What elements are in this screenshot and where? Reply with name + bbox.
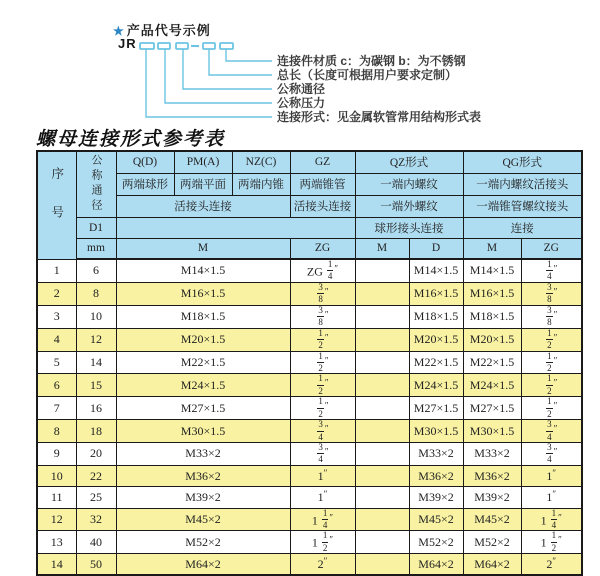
cell-seq: 12: [37, 508, 76, 531]
table-row: [37, 465, 582, 486]
cell-gz: $\frac{1}{2}$ ″: [290, 374, 355, 397]
header-sub-gz: 两端锥管: [290, 173, 355, 195]
header-sub-qz: 一端内螺纹: [355, 173, 463, 195]
table-row: [37, 374, 582, 397]
header-mm: mm: [76, 238, 116, 259]
cell-m: M36×2: [116, 465, 290, 486]
cell-qz-m: [355, 397, 409, 420]
header-qg-zg: ZG: [521, 238, 582, 259]
diagram-label-material: 连接件材质 c：为碳钢 b：为不锈钢: [277, 54, 466, 68]
diagram-label-diameter: 公称通径: [277, 82, 326, 96]
cell-qz-m: [355, 443, 409, 466]
connector-line-material: [226, 49, 272, 61]
header-row-1: [37, 151, 582, 173]
cell-dn: 6: [76, 259, 116, 282]
cell-qg-m: M22×1.5: [463, 351, 521, 374]
cell-qz-m: [355, 374, 409, 397]
cell-qg-zg: $\frac{3}{4}$ ″: [521, 420, 582, 443]
cell-qz-m: [355, 465, 409, 486]
nut-connection-table: [36, 150, 583, 576]
table-row: [37, 351, 582, 374]
cell-qz-d: M30×1.5: [409, 420, 463, 443]
cell-qg-m: M45×2: [463, 508, 521, 531]
cell-seq: 1: [37, 259, 76, 282]
header-union-qpmnz: 活接头连接: [116, 195, 290, 217]
header-connect-qg: 连接: [463, 217, 582, 238]
cell-m: M39×2: [116, 487, 290, 508]
header-col-qz: QZ形式: [355, 151, 463, 173]
table-row: [37, 508, 582, 531]
cell-qg-m: M20×1.5: [463, 328, 521, 351]
cell-seq: 9: [37, 443, 76, 466]
cell-qz-d: M27×1.5: [409, 397, 463, 420]
cell-seq: 2: [37, 282, 76, 305]
table-row: [37, 487, 582, 508]
cell-gz: $\frac{3}{4}$ ″: [290, 443, 355, 466]
cell-qg-m: M27×1.5: [463, 397, 521, 420]
cell-qz-d: M22×1.5: [409, 351, 463, 374]
cell-gz: 1″: [290, 465, 355, 486]
cell-qz-m: [355, 531, 409, 554]
cell-qg-zg: 1″: [521, 487, 582, 508]
header-col-qg: QG形式: [463, 151, 582, 173]
cell-gz: 1 $\frac{1}{2}$ ″: [290, 531, 355, 554]
cell-gz: ZG $\frac{1}{4}$ ″: [290, 259, 355, 282]
cell-m: M64×2: [116, 554, 290, 575]
cell-m: M27×1.5: [116, 397, 290, 420]
header-seq: 序号: [37, 151, 76, 259]
cell-m: M33×2: [116, 443, 290, 466]
cell-qz-d: M14×1.5: [409, 259, 463, 282]
cell-qz-d: M45×2: [409, 508, 463, 531]
cell-qz-m: [355, 351, 409, 374]
cell-seq: 6: [37, 374, 76, 397]
cell-qg-zg: $\frac{1}{4}$ ″: [521, 259, 582, 282]
cell-qg-zg: $\frac{3}{4}$ ″: [521, 443, 582, 466]
cell-dn: 22: [76, 465, 116, 486]
table-title: 螺母连接形式参考表: [36, 129, 226, 150]
header-ball-joint-qz: 球形接头连接: [355, 217, 463, 238]
header-qz-m: M: [355, 238, 409, 259]
diagram-title-text: 产品代号示例: [126, 23, 211, 38]
header-sub-nz: 两端内锥: [232, 173, 290, 195]
cell-qz-m: [355, 282, 409, 305]
cell-qg-zg: $\frac{1}{2}$ ″: [521, 328, 582, 351]
cell-qg-zg: $\frac{3}{8}$ ″: [521, 305, 582, 328]
cell-seq: 8: [37, 420, 76, 443]
cell-qg-zg: 2″: [521, 554, 582, 575]
diagram-label-length: 总长（长度可根据用户要求定制）: [277, 68, 458, 82]
cell-qz-m: [355, 508, 409, 531]
cell-seq: 13: [37, 531, 76, 554]
cell-gz: 1″: [290, 487, 355, 508]
header-row-3: [37, 195, 582, 217]
cell-m: M52×2: [116, 531, 290, 554]
cell-qz-d: M33×2: [409, 443, 463, 466]
table-row: [37, 397, 582, 420]
cell-dn: 18: [76, 420, 116, 443]
cell-gz: $\frac{1}{2}$ ″: [290, 328, 355, 351]
header-col-q: Q(D): [116, 151, 174, 173]
header-col-nz: NZ(C): [232, 151, 290, 173]
cell-qg-zg: $\frac{3}{8}$ ″: [521, 282, 582, 305]
code-box-5: [220, 43, 233, 49]
cell-m: M45×2: [116, 508, 290, 531]
table-row: [37, 554, 582, 575]
cell-m: M22×1.5: [116, 351, 290, 374]
header-union-gz: 活接头连接: [290, 195, 355, 217]
cell-dn: 8: [76, 282, 116, 305]
cell-seq: 3: [37, 305, 76, 328]
table-row: [37, 282, 582, 305]
cell-gz: $\frac{1}{2}$ ″: [290, 397, 355, 420]
cell-qz-m: [355, 259, 409, 282]
code-box-4: [203, 43, 215, 49]
cell-m: M14×1.5: [116, 259, 290, 282]
code-box-2: [158, 43, 170, 49]
table-row: [37, 328, 582, 351]
header-qg-m: M: [463, 238, 521, 259]
cell-qz-m: [355, 420, 409, 443]
star-icon: ★: [113, 24, 125, 38]
connector-line-length: [209, 49, 272, 75]
cell-m: M16×1.5: [116, 282, 290, 305]
cell-qz-m: [355, 328, 409, 351]
header-zg: ZG: [290, 238, 355, 259]
cell-qg-m: M33×2: [463, 443, 521, 466]
cell-seq: 5: [37, 351, 76, 374]
cell-dn: 15: [76, 374, 116, 397]
header-col-pm: PM(A): [174, 151, 232, 173]
cell-qg-m: M14×1.5: [463, 259, 521, 282]
cell-qg-zg: 1″: [521, 465, 582, 486]
header-dn: 公称通径: [76, 151, 116, 217]
cell-qg-zg: $\frac{1}{2}$ ″: [521, 397, 582, 420]
header-row-5: [37, 238, 582, 259]
header-sub-q: 两端球形: [116, 173, 174, 195]
cell-m: M20×1.5: [116, 328, 290, 351]
cell-qz-d: M36×2: [409, 465, 463, 486]
cell-qg-m: M30×1.5: [463, 420, 521, 443]
diagram-label-pressure: 公称压力: [277, 96, 326, 110]
cell-qz-d: M18×1.5: [409, 305, 463, 328]
cell-qz-d: M16×1.5: [409, 282, 463, 305]
cell-dn: 20: [76, 443, 116, 466]
header-d1: D1: [76, 217, 116, 238]
code-prefix: JR: [118, 36, 137, 51]
cell-gz: $\frac{3}{8}$ ″: [290, 282, 355, 305]
cell-dn: 10: [76, 305, 116, 328]
cell-qz-d: M24×1.5: [409, 374, 463, 397]
cell-seq: 11: [37, 487, 76, 508]
cell-qg-m: M64×2: [463, 554, 521, 575]
cell-seq: 7: [37, 397, 76, 420]
cell-gz: $\frac{3}{4}$ ″: [290, 420, 355, 443]
header-blank: [116, 217, 355, 238]
cell-qz-m: [355, 487, 409, 508]
table-row: [37, 305, 582, 328]
cell-dn: 25: [76, 487, 116, 508]
cell-dn: 40: [76, 531, 116, 554]
cell-dn: 16: [76, 397, 116, 420]
cell-seq: 4: [37, 328, 76, 351]
table-row: [37, 420, 582, 443]
connector-line-diameter: [183, 49, 272, 89]
cell-qg-zg: 1 $\frac{1}{4}$ ″: [521, 508, 582, 531]
table-row: [37, 443, 582, 466]
connector-line-pressure: [165, 49, 272, 103]
header-qz-d: D: [409, 238, 463, 259]
header-taper-joint-qg: 一端锥管螺纹接头: [463, 195, 582, 217]
cell-qg-m: M24×1.5: [463, 374, 521, 397]
cell-qg-m: M18×1.5: [463, 305, 521, 328]
header-ext-thread-qz: 一端外螺纹: [355, 195, 463, 217]
cell-qz-m: [355, 305, 409, 328]
cell-m: M24×1.5: [116, 374, 290, 397]
cell-dn: 32: [76, 508, 116, 531]
cell-seq: 10: [37, 465, 76, 486]
cell-qz-d: M52×2: [409, 531, 463, 554]
cell-qg-m: M16×1.5: [463, 282, 521, 305]
header-row-2: [37, 173, 582, 195]
cell-qz-d: M64×2: [409, 554, 463, 575]
cell-qz-d: M20×1.5: [409, 328, 463, 351]
cell-dn: 12: [76, 328, 116, 351]
cell-seq: 14: [37, 554, 76, 575]
cell-gz: 2″: [290, 554, 355, 575]
cell-qz-d: M39×2: [409, 487, 463, 508]
header-row-4: [37, 217, 582, 238]
cell-dn: 50: [76, 554, 116, 575]
header-sub-pm: 两端平面: [174, 173, 232, 195]
diagram-label-form: 连接形式：见金属软管常用结构形式表: [277, 110, 482, 124]
table-row: [37, 259, 582, 282]
code-box-3: [176, 43, 188, 49]
table-row: [37, 531, 582, 554]
cell-qg-m: M36×2: [463, 465, 521, 486]
header-col-gz: GZ: [290, 151, 355, 173]
cell-gz: 1 $\frac{1}{4}$ ″: [290, 508, 355, 531]
cell-gz: $\frac{3}{8}$ ″: [290, 305, 355, 328]
cell-qg-m: M52×2: [463, 531, 521, 554]
header-m: M: [116, 238, 290, 259]
cell-qg-zg: $\frac{1}{2}$ ″: [521, 351, 582, 374]
cell-qg-m: M39×2: [463, 487, 521, 508]
cell-qz-m: [355, 554, 409, 575]
cell-qg-zg: $\frac{1}{2}$ ″: [521, 374, 582, 397]
cell-m: M30×1.5: [116, 420, 290, 443]
code-box-1: [140, 43, 154, 49]
cell-dn: 14: [76, 351, 116, 374]
cell-qg-zg: 1 $\frac{1}{2}$ ″: [521, 531, 582, 554]
header-sub-qg: 一端内螺纹活接头: [463, 173, 582, 195]
cell-gz: $\frac{1}{2}$ ″: [290, 351, 355, 374]
cell-m: M18×1.5: [116, 305, 290, 328]
